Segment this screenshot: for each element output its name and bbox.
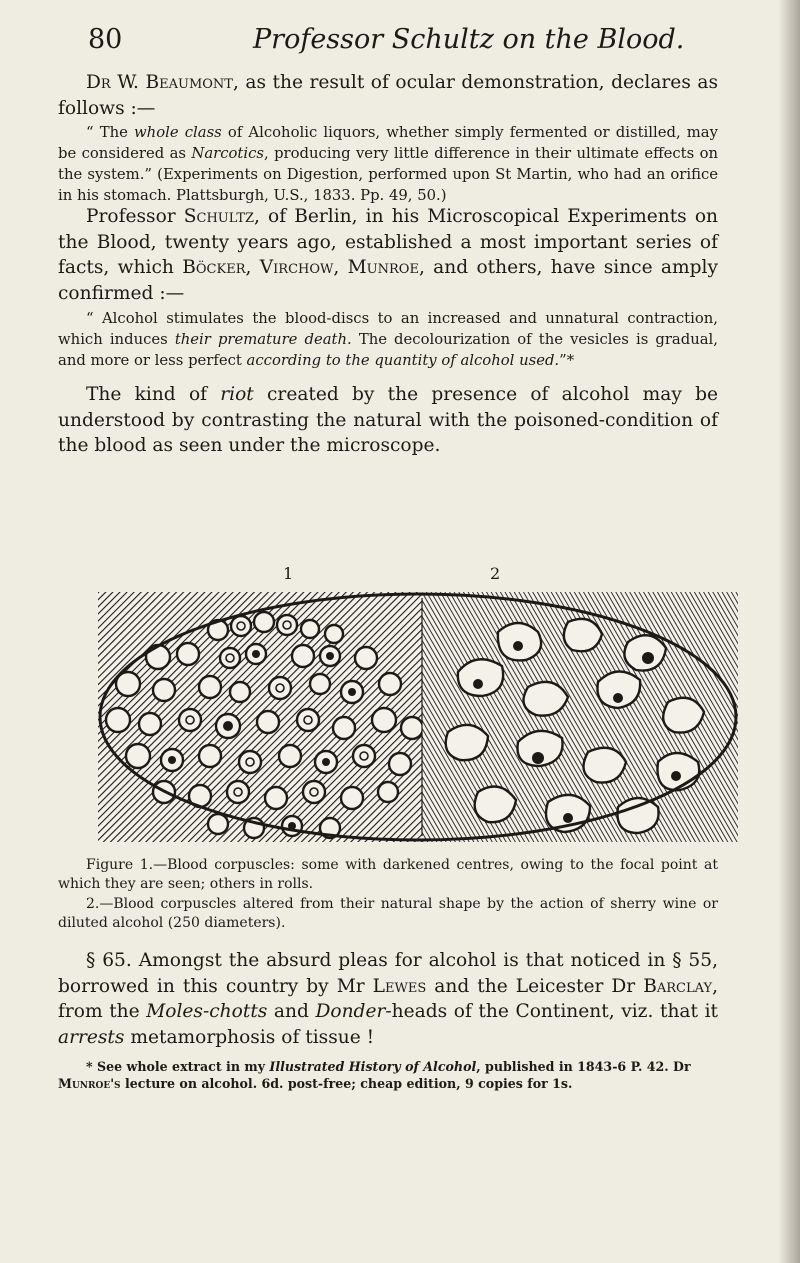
author-name: Lewes [372,975,427,997]
paragraph-section-65 [58,948,718,1050]
paragraph-text: created by the presence of alcohol may be understood by contrasting the natural with the poisoned-condition of the blood as seen under the microscope. [58,384,718,456]
paragraph-emphasis: Moles-chotts [146,1001,268,1022]
author-names: Böcker, Virchow, Munroe [182,257,419,278]
paragraph-beaumont [58,70,718,121]
altered-blood-field [422,592,738,842]
author-name: Munroe's [58,1076,121,1091]
figure-caption-1: Figure 1.—Blood corpuscles: some with darkened centres, owing to the focal point at which they are seen; others in rolls. [58,857,718,892]
paragraph-emphasis: arrests [58,1026,125,1048]
paragraph-text: § 65. Amongst the absurd pleas for alcohol is that noticed in § 55, borrowed in this country by Mr [58,950,718,997]
quote-beaumont [58,122,718,206]
page-number: 80 [88,24,123,55]
paragraph-riot [58,382,718,459]
quote-emphasis: whole class [134,124,222,141]
paragraph-text: -heads of the Continent, viz. that it [385,1001,718,1022]
paragraph-text: and [267,1001,316,1022]
figure-label-2: 2 [490,564,501,583]
running-title: Professor Schultz on the Blood. [253,24,685,55]
paragraph-emphasis: Donder [315,1001,386,1022]
quote-text: “ Alcohol stimulates the blood-discs to an increased and unnatural contraction, which induces [58,310,718,348]
author-name: Barclay [643,975,713,997]
footnote-text: , published in 1843-6 P. 42. Dr [476,1059,691,1074]
footnote-emphasis: Illustrated History of Alcohol [269,1059,477,1074]
paragraph-text: metamorphosis of tissue ! [124,1026,375,1048]
paragraph-text: , as the result of ocular demonstration, declares as follows :— [58,72,718,119]
paragraph-text: , of Berlin, in his Microscopical Experiments on the Blood, twenty years ago, established a most important series of facts, which [58,206,718,278]
quote-text: , producing very little difference in their ultimate effects on the system.” (Experiments on Digestion, performed upon St Martin, who had an orifice in his stomach. Plattsburgh, U.S., 1833. Pp. 49, 50.) [58,145,719,204]
paragraph-text: Professor [86,206,184,227]
page-edge-shadow [778,0,800,1263]
author-name: Schultz [183,206,255,227]
footnote [58,1058,718,1092]
quote-text: “ The [86,124,134,141]
blood-corpuscle-figure [98,592,738,842]
page-header [88,24,718,58]
normal-blood-field [98,592,423,842]
footnote-text: * See whole extract in my [86,1059,270,1074]
paragraph-emphasis: riot [220,384,254,405]
paragraph-text: The kind of [86,384,221,405]
author-name: Dr W. Beaumont [86,72,233,93]
figure-label-1: 1 [283,564,294,583]
quote-schultz [58,308,718,371]
paragraph-schultz [58,204,718,306]
quote-emphasis: according to the quantity of alcohol used. [246,352,560,369]
quote-text: ”* [559,352,575,369]
quote-text: The decolourization of the vesicles is gradual, and more or less perfect [58,331,718,369]
figure-caption-2: 2.—Blood corpuscles altered from their natural shape by the action of sherry wine or diluted alcohol (250 diameters). [58,896,718,931]
paragraph-text: , and others, have since amply confirmed :— [58,257,719,304]
quote-text: of Alcoholic liquors, whether simply fermented or distilled, may be considered as [58,124,718,162]
quote-emphasis: their premature death. [174,331,352,348]
paragraph-text: , from the [58,975,718,1022]
paragraph-text: and the Leicester Dr [426,975,644,997]
footnote-text: lecture on alcohol. 6d. post-free; cheap edition, 9 copies for 1s. [120,1076,573,1091]
quote-emphasis: Narcotics [191,145,264,162]
